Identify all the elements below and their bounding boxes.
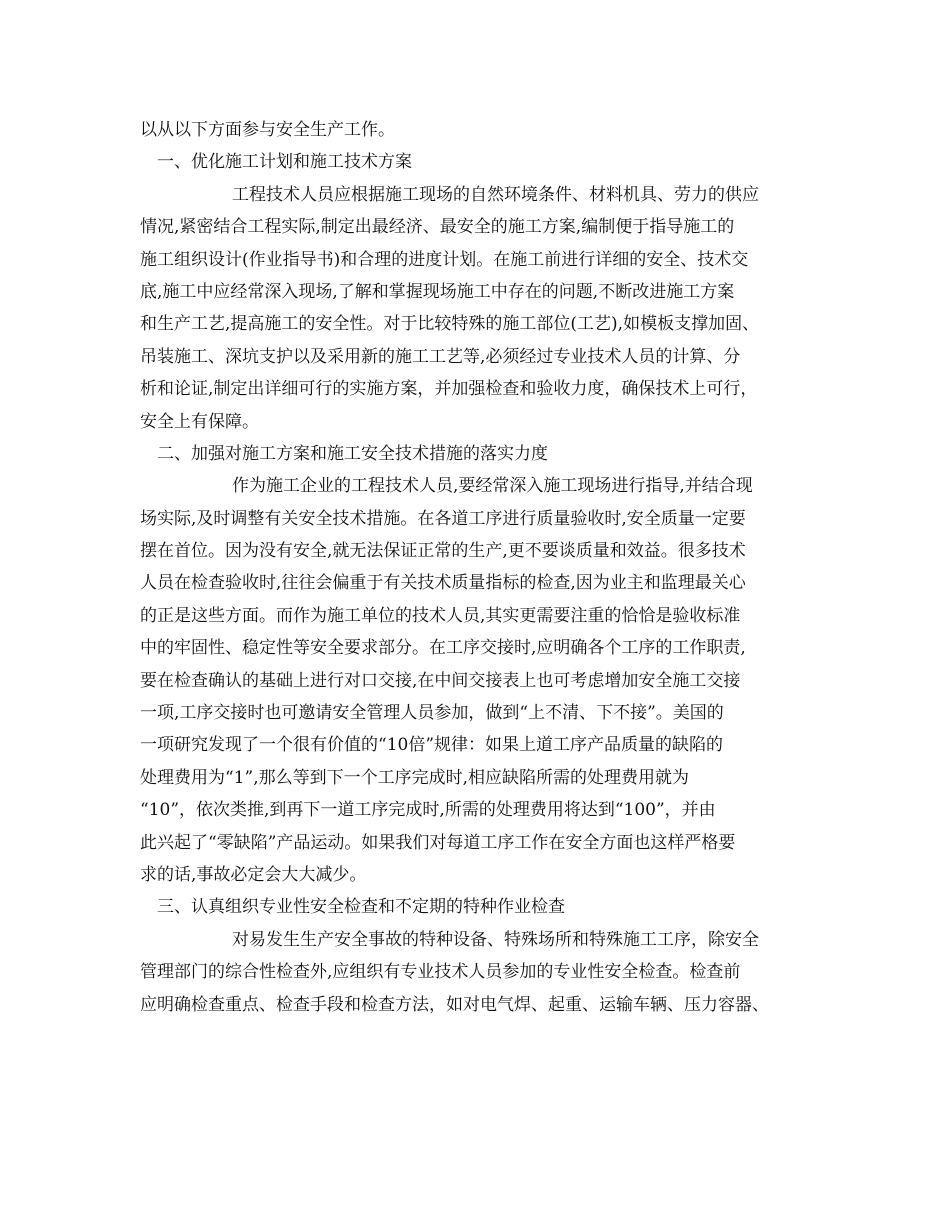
text-line: 一项,工序交接时也可邀请安全管理人员参加，做到“上不清、下不接”。美国的 <box>140 703 724 724</box>
text-line: 要在检查确认的基础上进行对口交接,在中间交接表上也可考虑增加安全施工交接 <box>140 670 741 691</box>
body-paragraph-section-3 <box>140 924 820 1021</box>
body-paragraph-intro <box>140 114 820 146</box>
text-line: 工程技术人员应根据施工现场的自然环境条件、材料机具、劳力的供应 <box>232 184 759 205</box>
text-line: 以从以下方面参与安全生产工作。 <box>140 120 395 140</box>
body-paragraph-section-1 <box>140 179 820 438</box>
document-body <box>140 114 820 1021</box>
text-line: 求的话,事故必定会大大减少。 <box>140 864 367 885</box>
text-line: 一项研究发现了一个很有价值的“10倍”规律：如果上道工序产品质量的缺陷的 <box>140 735 724 756</box>
section-heading-3 <box>140 891 820 923</box>
text-line: 施工组织设计(作业指导书)和合理的进度计划。在施工前进行详细的安全、技术交 <box>140 249 749 270</box>
text-line: 人员在检查验收时,往往会偏重于有关技术质量指标的检查,因为业主和监理最关心 <box>140 573 746 594</box>
heading-text: 一、优化施工计划和施工技术方案 <box>157 152 412 173</box>
section-heading-1 <box>140 146 820 178</box>
text-line: 中的牢固性、稳定性等安全要求部分。在工序交接时,应明确各个工序的工作职责, <box>140 638 746 659</box>
text-line: 和生产工艺,提高施工的安全性。对于比较特殊的施工部位(工艺),如模板支撑加固、 <box>140 314 760 335</box>
heading-text: 三、认真组织专业性安全检查和不定期的特种作业检查 <box>157 897 565 918</box>
text-line: 管理部门的综合性检查外,应组织有专业技术人员参加的专业性安全检查。检查前 <box>140 962 741 983</box>
text-line: 情况,紧密结合工程实际,制定出最经济、最安全的施工方案,编制便于指导施工的 <box>140 217 735 238</box>
text-line: 底,施工中应经常深入现场,了解和掌握现场施工中存在的问题,不断改进施工方案 <box>140 281 735 302</box>
text-line: “10”，依次类推,到再下一道工序完成时,所需的处理费用将达到“100”，并由 <box>140 800 716 821</box>
text-line: 吊装施工、深坑支护以及采用新的施工工艺等,必须经过专业技术人员的计算、分 <box>140 346 741 367</box>
text-line: 对易发生生产安全事故的特种设备、特殊场所和特殊施工工序，除安全 <box>232 929 759 950</box>
body-paragraph-section-2 <box>140 470 820 891</box>
heading-text: 二、加强对施工方案和施工安全技术措施的落实力度 <box>157 443 548 464</box>
section-heading-2 <box>140 438 820 470</box>
text-line: 场实际,及时调整有关安全技术措施。在各道工序进行质量验收时,安全质量一定要 <box>140 508 746 529</box>
text-line: 处理费用为“1”,那么等到下一个工序完成时,相应缺陷所需的处理费用就为 <box>140 767 690 788</box>
text-line: 析和论证,制定出详细可行的实施方案，并加强检查和验收力度，确保技术上可行， <box>140 379 758 400</box>
text-line: 的正是这些方面。而作为施工单位的技术人员,其实更需要注重的恰恰是验收标准 <box>140 605 741 626</box>
text-line: 作为施工企业的工程技术人员,要经常深入施工现场进行指导,并结合现 <box>232 476 753 497</box>
text-line: 应明确检查重点、检查手段和检查方法，如对电气焊、起重、运输车辆、压力容器、 <box>140 994 769 1015</box>
text-line: 安全上有保障。 <box>140 411 259 432</box>
text-line: 摆在首位。因为没有安全,就无法保证正常的生产,更不要谈质量和效益。很多技术 <box>140 541 746 562</box>
text-line: 此兴起了“零缺陷”产品运动。如果我们对每道工序工作在安全方面也这样严格要 <box>140 832 736 853</box>
